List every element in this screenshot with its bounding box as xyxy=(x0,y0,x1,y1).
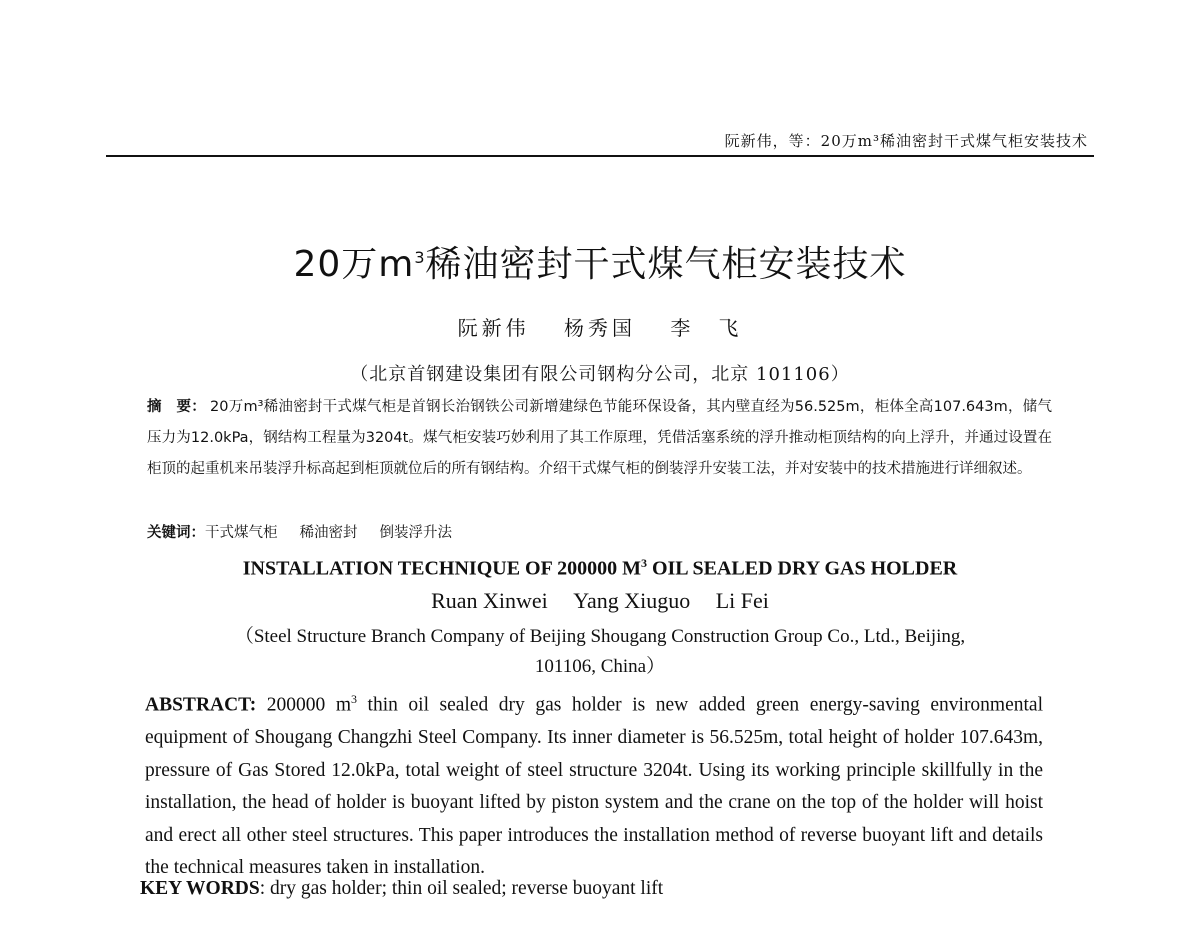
cn-abstract-text: 20万m³稀油密封干式煤气柜是首钢长治钢铁公司新增建绿色节能环保设备，其内壁直经为56.525m，柜体全高107.643m，储气压力为12.0kPa，钢结构工程量为3204t。煤气柜安装巧妙利用了其工作原理，凭借活塞系统的浮升推动柜顶结构的向上浮升，并通过设置在柜顶的起重机来吊装浮升标高起到柜顶就位后的所有钢结构。介绍干式煤气柜的倒装浮升安装工法，并对安装中的技术措施进行详细叙述。 xyxy=(147,399,1052,477)
cn-abstract-label: 摘 要： xyxy=(147,399,207,415)
en-abstract-sup: 3 xyxy=(351,692,357,706)
cn-title xyxy=(0,236,1200,287)
en-keywords-label: KEY WORDS xyxy=(140,878,260,899)
cn-keyword: 稀油密封 xyxy=(299,525,358,541)
en-affiliation-line: 101106, China） xyxy=(534,656,666,677)
en-authors xyxy=(0,588,1200,614)
cn-author: 阮新伟 xyxy=(457,316,530,340)
cn-affiliation: （北京首钢建设集团有限公司钢构分公司，北京 101106） xyxy=(350,364,850,385)
en-author: Li Fei xyxy=(715,588,769,613)
en-title-sup: 3 xyxy=(640,556,647,570)
cn-keyword: 干式煤气柜 xyxy=(205,525,278,541)
cn-keyword: 倒装浮升法 xyxy=(379,525,452,541)
cn-abstract xyxy=(147,392,1052,485)
en-keywords-text: : dry gas holder; thin oil sealed; reverse buoyant lift xyxy=(259,878,664,899)
en-title xyxy=(0,556,1200,581)
cn-author: 杨秀国 xyxy=(564,316,636,340)
cn-keywords-label: 关键词： xyxy=(147,525,205,541)
en-abstract-text: thin oil sealed dry gas holder is new added green energy-saving environmental equipment of Shougang Changzhi Steel Company. Its inner diameter is 56.525m, total height of holder 107.643m, pressure of Gas Stored 12.0kPa, total weight of steel structure 3204t. Using its working principle skillfully in the installation, the head of holder is buoyant lifted by piston system and the crane on the top of the holder will hoist and erect all other steel structures. This paper introduces the installation method of reverse buoyant lift and details the technical measures taken in installation. xyxy=(145,694,1043,878)
en-title-post: OIL SEALED DRY GAS HOLDER xyxy=(646,557,958,580)
en-abstract-pre: 200000 m xyxy=(256,694,351,716)
en-title-pre: INSTALLATION TECHNIQUE OF 200000 M xyxy=(242,557,641,580)
cn-title-post: 稀油密封干式煤气柜安装技术 xyxy=(425,244,907,285)
cn-title-pre: 20万m xyxy=(293,244,415,285)
cn-authors xyxy=(0,312,1200,341)
en-author: Ruan Xinwei xyxy=(431,588,548,613)
en-abstract xyxy=(145,683,1043,885)
cn-author: 李 飞 xyxy=(670,316,743,340)
en-affiliation xyxy=(150,622,1050,682)
cn-title-sup: 3 xyxy=(414,248,426,267)
header-rule xyxy=(106,155,1094,157)
en-abstract-label: ABSTRACT: xyxy=(145,694,257,716)
running-header: 阮新伟，等：20万m³稀油密封干式煤气柜安装技术 xyxy=(724,132,1088,150)
en-author: Yang Xiuguo xyxy=(573,588,691,613)
en-keywords xyxy=(140,878,663,900)
en-affiliation-line: （Steel Structure Branch Company of Beijing Shougang Construction Group Co., Ltd., Beijing, xyxy=(234,626,966,647)
cn-keywords xyxy=(147,521,474,542)
